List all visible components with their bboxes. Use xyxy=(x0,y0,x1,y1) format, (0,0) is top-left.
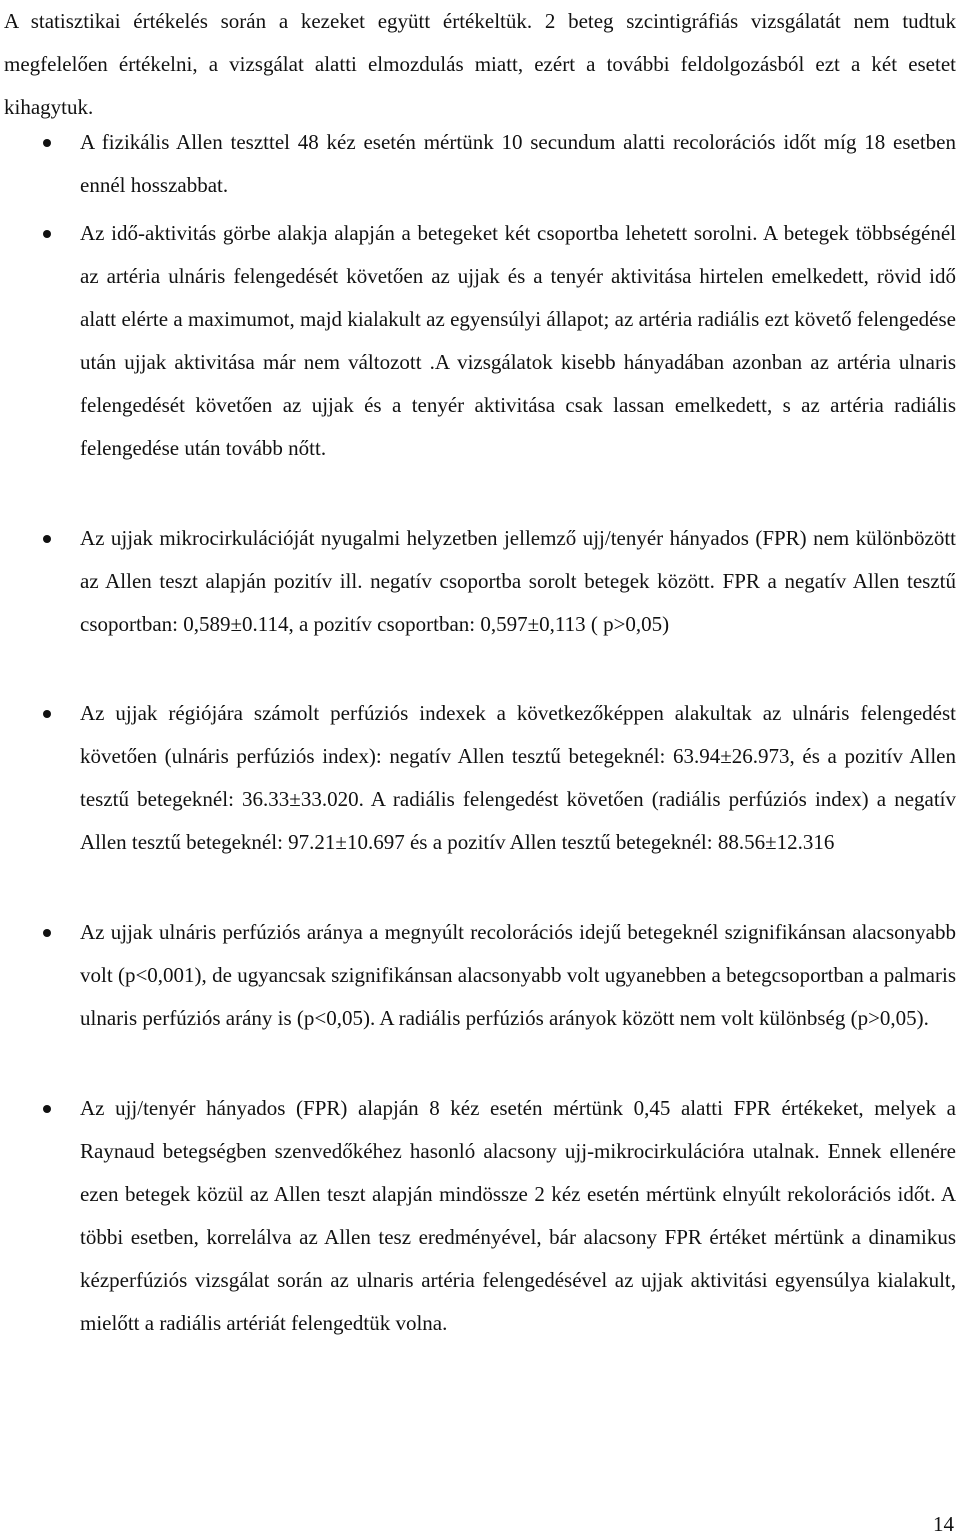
bullet-dot-icon xyxy=(43,1105,51,1113)
list-item-text: Az ujjak ulnáris perfúziós aránya a megnyúlt recolorációs idejű betegeknél szignifikánsan alacsonyabb volt (p<0,001), de ugyancsak szignifikánsan alacsonyabb volt ugyanebben a betegcsoportban a palmaris ulnaris perfúziós arány is (p<0,05). A radiális perfúziós arányok között nem volt különbség (p>0,05). xyxy=(80,920,956,1030)
bullet-dot-icon xyxy=(43,710,51,718)
list-item-text: Az ujjak régiójára számolt perfúziós indexek a következőképpen alakultak az ulnáris felengedést követően (ulnáris perfúziós index): negatív Allen tesztű betegeknél: 63.94±26.973, és a pozitív Allen tesztű betegeknél: 36.33±33.020. A radiális felengedést követően (radiális perfúziós index) a negatív Allen tesztű betegeknél: 97.21±10.697 és a pozitív Allen tesztű betegeknél: 88.56±12.316 xyxy=(80,701,956,854)
list-item-text: A fizikális Allen teszttel 48 kéz esetén mértünk 10 secundum alatti recolorációs időt míg 18 esetben ennél hosszabbat. xyxy=(80,130,956,197)
list-item-text: Az ujj/tenyér hányados (FPR) alapján 8 kéz esetén mértünk 0,45 alatti FPR értékeket, melyek a Raynaud betegségben szenvedőkéhez hasonló alacsony ujj-mikrocirkulációra utalnak. Ennek ellenére ezen betegek közül az Allen teszt alapján mindössze 2 kéz esetén mértünk elnyúlt rekolorációs időt. A többi esetben, korrelálva az Allen tesz eredményével, bár alacsony FPR értéket mértünk a dinamikus kézperfúziós vizsgálat során az ulnaris artéria felengedésével az ujjak aktivitási egyensúlya kialakult, mielőtt a radiális artériát felengedtük volna. xyxy=(80,1096,956,1335)
page-number: 14 xyxy=(933,1512,954,1536)
list-item-text: Az idő-aktivitás görbe alakja alapján a betegeket két csoportba lehetett sorolni. A betegek többségénél az artéria ulnáris felengedését követően az ujjak és a tenyér aktivitása hirtelen emelkedett, rövid idő alatt elérte a maximumot, majd kialakult az egyensúlyi állapot; az artéria radiális ezt követő felengedése után ujjak aktivitása már nem változott .A vizsgálatok kisebb hányadában azonban az artéria ulnaris felengedését követően az ujjak és a tenyér aktivitása csak lassan emelkedett, s az artéria radiális felengedése után tovább nőtt. xyxy=(80,221,956,460)
bullet-dot-icon xyxy=(43,139,51,147)
intro-paragraph: A statisztikai értékelés során a kezeket együtt értékeltük. 2 beteg szcintigráfiás vizsgálatát nem tudtuk megfelelően értékelni, a vizsgálat alatti elmozdulás miatt, ezért a további feldolgozásból ezt a két esetet kihagytuk. xyxy=(4,9,956,119)
list-item-text: Az ujjak mikrocirkulációját nyugalmi helyzetben jellemző ujj/tenyér hányados (FPR) nem különbözött az Allen teszt alapján pozitív ill. negatív csoportba sorolt betegek között. FPR a negatív Allen tesztű csoportban: 0,589±0.114, a pozitív csoportban: 0,597±0,113 ( p>0,05) xyxy=(80,526,956,636)
bullet-dot-icon xyxy=(43,230,51,238)
bullet-dot-icon xyxy=(43,535,51,543)
bullet-dot-icon xyxy=(43,929,51,937)
